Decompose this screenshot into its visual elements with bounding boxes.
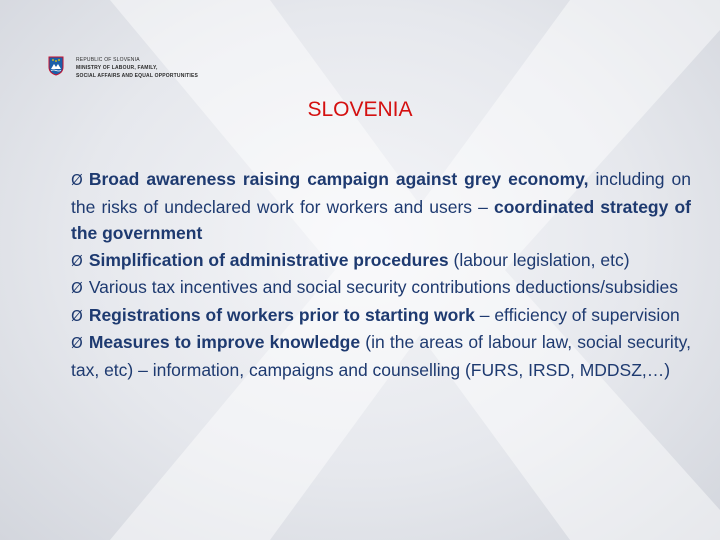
arrow-bullet-icon: Ø (71, 279, 83, 297)
slide-title: SLOVENIA (307, 98, 413, 121)
bullet-1-bold-2: coordinated strategy of the government (71, 196, 691, 243)
bullet-item-1 (71, 166, 691, 247)
bullet-4-text: – efficiency of supervision (474, 304, 680, 325)
slide-title-wrapper (0, 98, 720, 122)
arrow-bullet-icon: Ø (71, 334, 83, 352)
ministry-line-1: REPUBLIC OF SLOVENIA (76, 57, 140, 63)
slovenia-coat-of-arms-icon (48, 56, 64, 76)
bullet-2-text: (labour legislation, etc) (448, 249, 630, 270)
bullet-item-4 (71, 302, 691, 330)
bullet-item-2 (71, 247, 691, 275)
bullet-list (71, 166, 691, 383)
ministry-header (76, 56, 198, 80)
bullet-1-text: including on the risks of undeclared work for workers and users – (71, 169, 691, 217)
arrow-bullet-icon: Ø (71, 306, 83, 325)
bullet-5-text: (in the areas of labour law, social security, tax, etc) – information, campaigns and counselling (FURS, IRSD, MDDSZ,…) (71, 332, 691, 380)
ministry-line-3: SOCIAL AFFAIRS AND EQUAL OPPORTUNITIES (76, 73, 199, 79)
bullet-5-bold: Measures to improve knowledge (88, 332, 361, 352)
bullet-1-bold: Broad awareness raising campaign against grey economy, (88, 169, 589, 189)
arrow-bullet-icon: Ø (71, 171, 83, 189)
bullet-item-3 (71, 274, 691, 302)
bullet-2-bold: Simplification of administrative procedures (88, 249, 449, 270)
ministry-line-2: MINISTRY OF LABOUR, FAMILY, (76, 65, 158, 71)
arrow-bullet-icon: Ø (71, 251, 83, 270)
bullet-4-bold: Registrations of workers prior to starting work (88, 304, 475, 325)
bullet-3-text: Various tax incentives and social security contributions deductions/subsidies (88, 277, 678, 297)
bullet-item-5 (71, 329, 691, 383)
